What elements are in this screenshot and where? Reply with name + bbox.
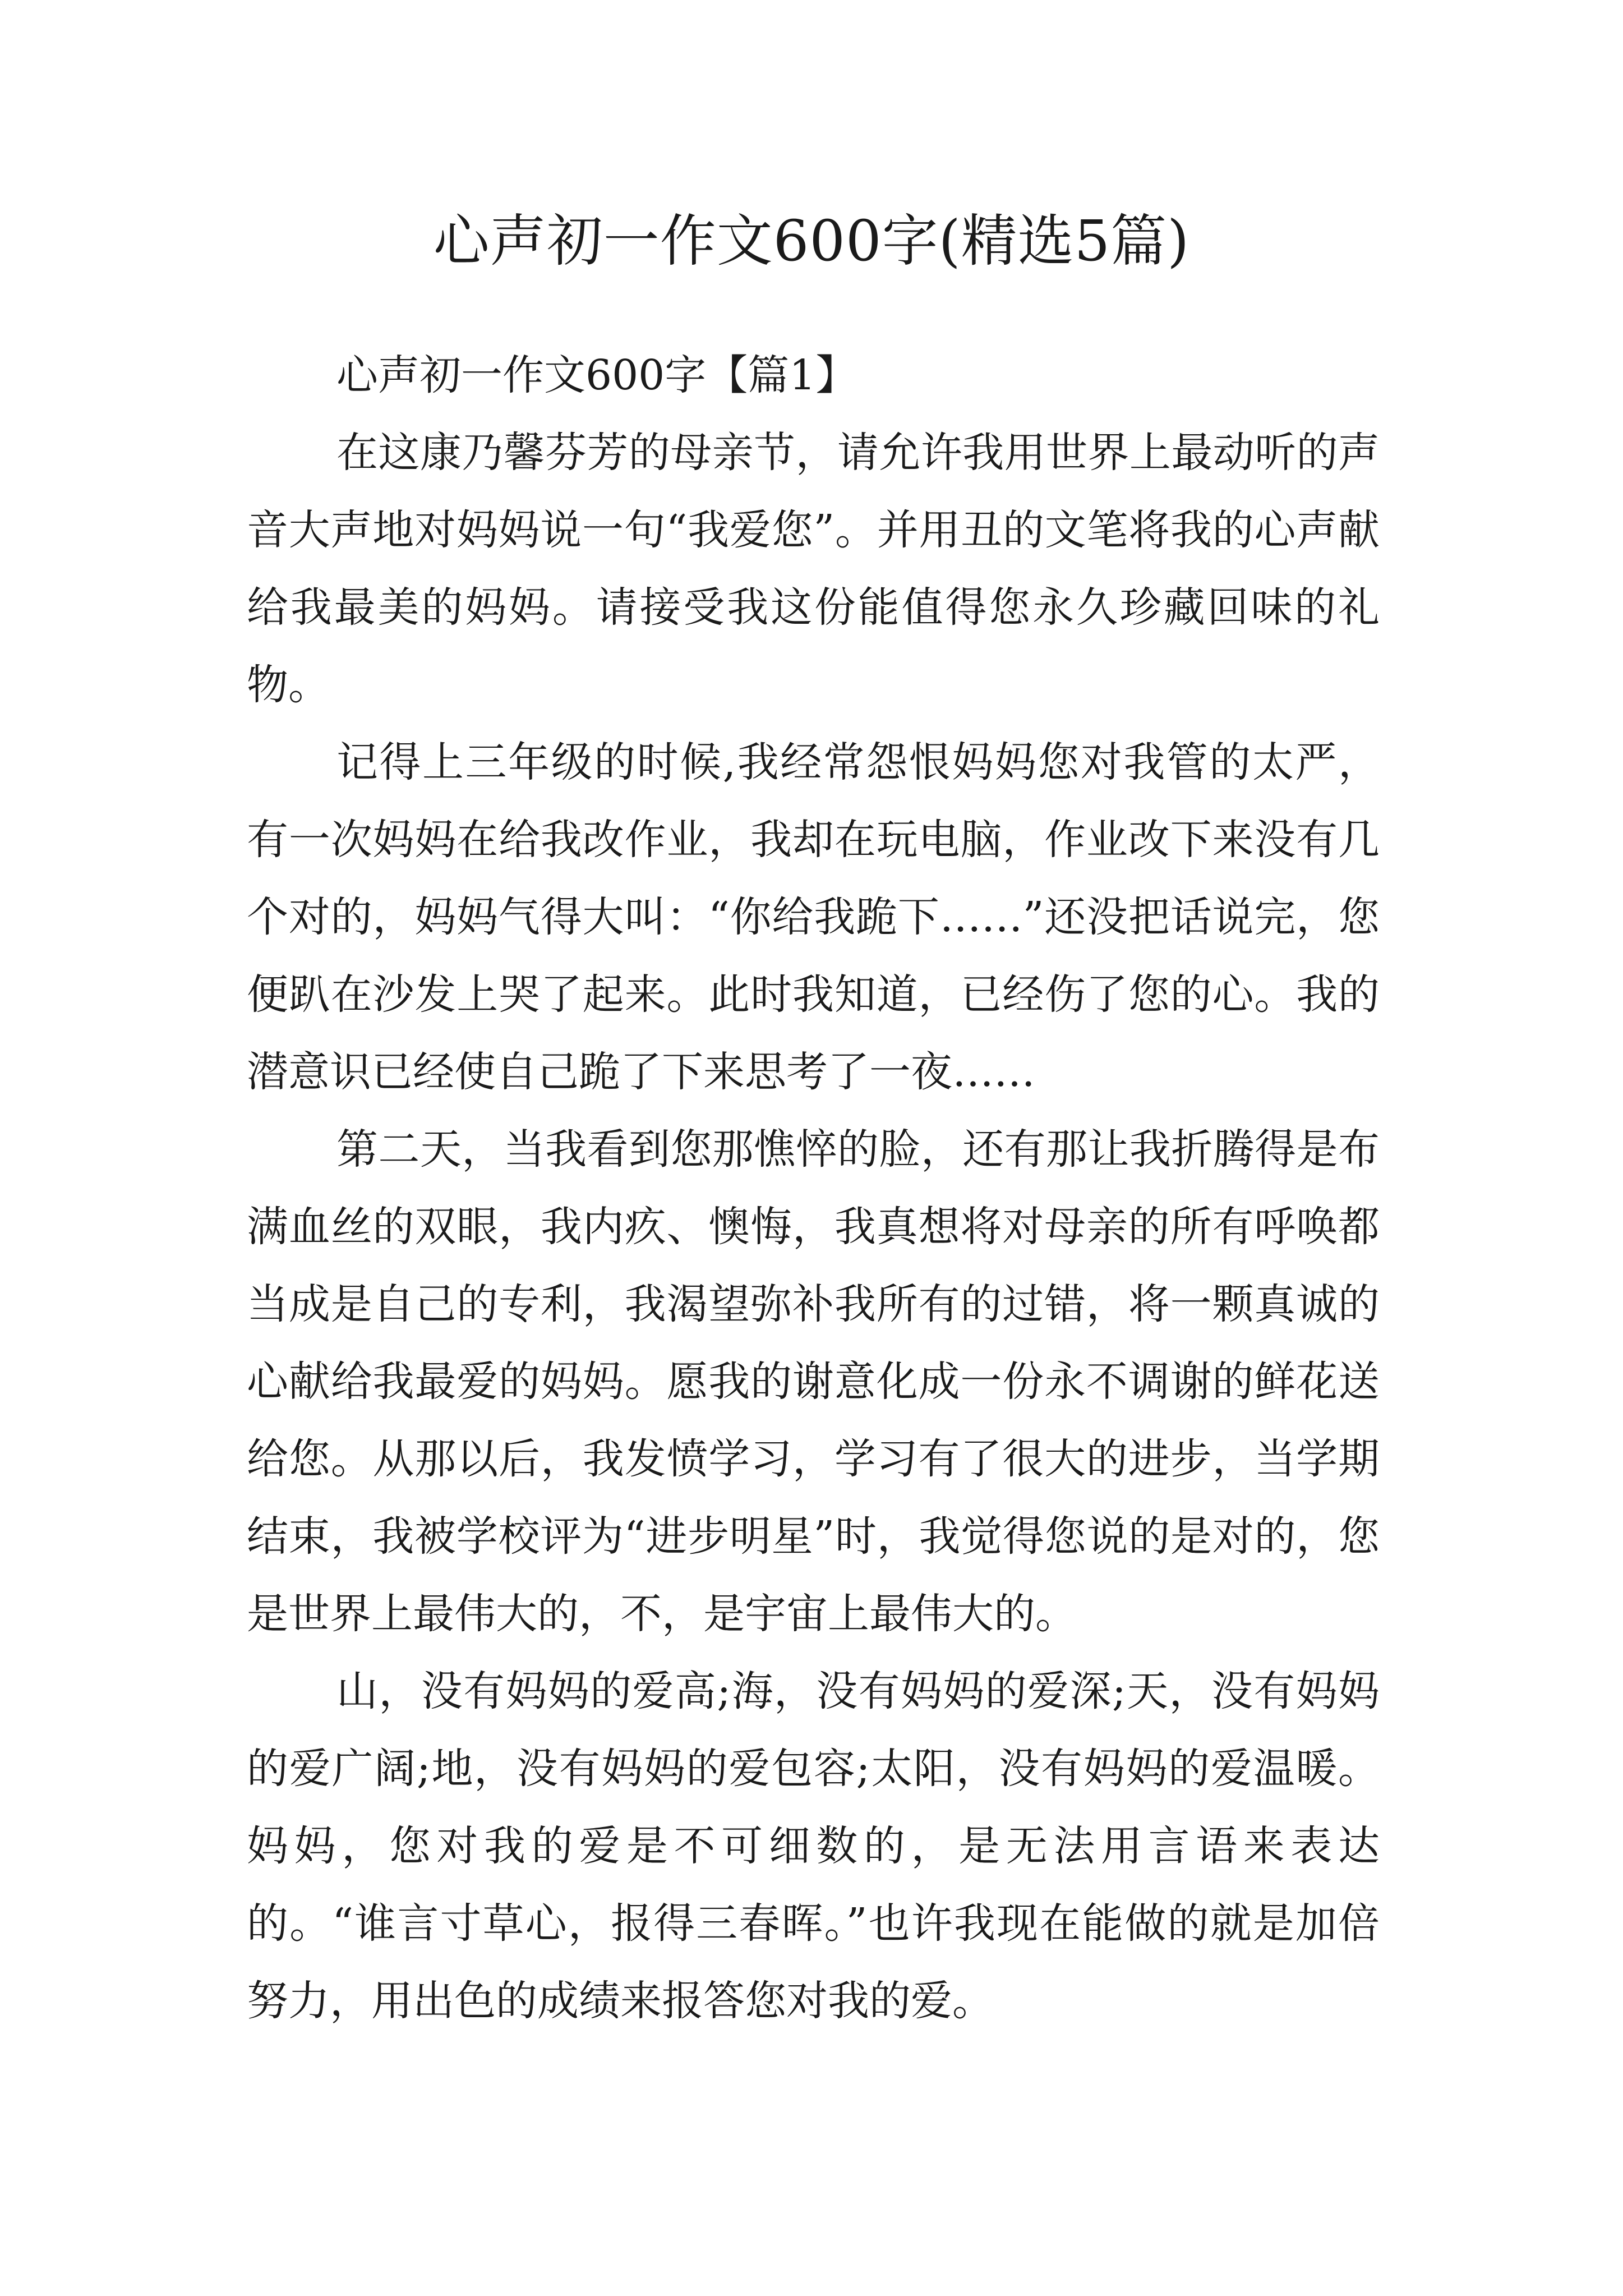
document-body (247, 337, 1380, 2040)
document-title: 心声初一作文600字(精选5篇) (433, 208, 1190, 274)
paragraph-4: 山，没有妈妈的爱高;海，没有妈妈的爱深;天，没有妈妈的爱广阔;地，没有妈妈的爱包容;太阳，没有妈妈的爱温暖。妈妈，您对我的爱是不可细数的，是无法用言语来表达的。“谁言寸草心，报得三春晖。”也许我现在能做的就是加倍努力，用出色的成绩来报答您对我的爱。 (247, 1667, 1380, 2025)
paragraph-2: 记得上三年级的时候,我经常怨恨妈妈您对我管的太严，有一次妈妈在给我改作业，我却在玩电脑，作业改下来没有几个对的，妈妈气得大叫：“你给我跪下……”还没把话说完，您便趴在沙发上哭了起来。此时我知道，已经伤了您的心。我的潜意识已经使自己跪了下来思考了一夜…… (247, 738, 1380, 1096)
paragraph-1: 在这康乃馨芬芳的母亲节，请允许我用世界上最动听的声音大声地对妈妈说一句“我爱您”。并用丑的文笔将我的心声献给我最美的妈妈。请接受我这份能值得您永久珍藏回味的礼物。 (247, 429, 1380, 709)
paragraph-3: 第二天，当我看到您那憔悴的脸，还有那让我折腾得是布满血丝的双眼，我内疚、懊悔，我真想将对母亲的所有呼唤都当成是自己的专利，我渴望弥补我所有的过错，将一颗真诚的心献给我最爱的妈妈。愿我的谢意化成一份永不调谢的鲜花送给您。从那以后，我发愤学习，学习有了很大的进步，当学期结束，我被学校评为“进步明星”时，我觉得您说的是对的，您是世界上最伟大的，不，是宇宙上最伟大的。 (247, 1125, 1380, 1638)
section-heading: 心声初一作文600字【篇1】 (336, 351, 857, 399)
